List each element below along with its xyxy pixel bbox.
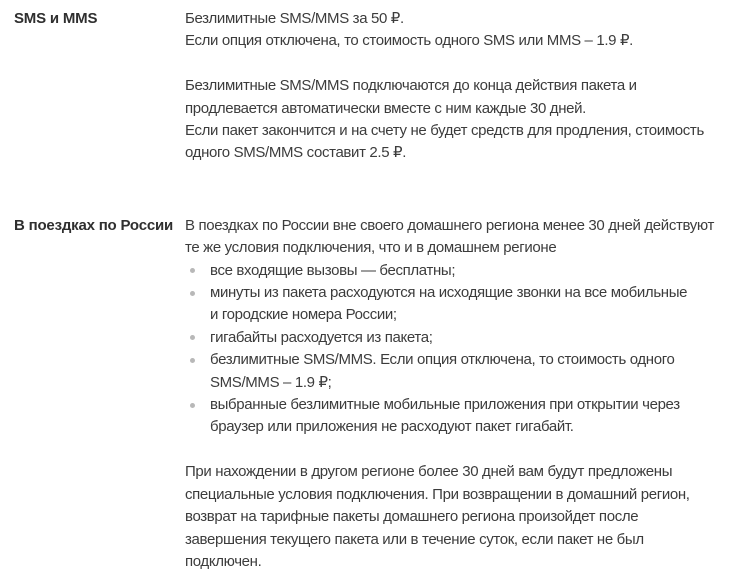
section-sms-mms (14, 8, 741, 165)
paragraph-travel-intro: В поездках по России вне своего домашнего региона менее 30 дней действуют те же условия подключения, что и в домашнем регионе (185, 216, 715, 257)
list-item-text: все входящие вызовы — бесплатны; (210, 261, 456, 279)
list-item (185, 327, 741, 349)
section-content-sms-mms (185, 8, 741, 165)
list-item-text: выбранные безлимитные мобильные приложения при открытии через браузер или приложения не расходуют пакет гигабайт. (210, 396, 680, 436)
bullet-icon (190, 268, 195, 273)
section-label-travel-russia: В поездках по России (14, 216, 174, 234)
list-item (185, 282, 741, 327)
paragraph-sms-renewal: Безлимитные SMS/MMS подключаются до конца действия пакета и продлевается автоматически вместе с ним каждые 30 дней. Если пакет закончится и на счету не будет средств для продления, стоимость одного SMS/MMS составит 2.5 ₽. (185, 77, 704, 162)
section-label-sms-mms: SMS и MMS (14, 10, 98, 27)
bullet-icon (190, 291, 195, 296)
list-item (185, 394, 741, 439)
list-item-text: минуты из пакета расходуются на исходящие звонки на все мобильные и городские номера России; (210, 284, 688, 324)
section-travel-russia (14, 215, 741, 573)
section-content-travel-russia (185, 215, 741, 573)
paragraph-travel-outro: При нахождении в другом регионе более 30 дней вам будут предложены специальные условия подключения. При возвращении в домашний регион, возврат на тарифные пакеты домашнего региона произойдет после завершения текущего пакета или в течение суток, если пакет не был подключен. (185, 463, 690, 570)
list-item-text: безлимитные SMS/MMS. Если опция отключена, то стоимость одного SMS/MMS – 1.9 ₽; (210, 351, 675, 391)
list-item (185, 260, 741, 282)
list-item-text: гигабайты расходуется из пакета; (210, 328, 433, 346)
bullet-icon (190, 403, 195, 408)
paragraph-sms-price: Безлимитные SMS/MMS за 50 ₽. Если опция отключена, то стоимость одного SMS или MMS – 1.9 ₽. (185, 10, 634, 50)
bullet-icon (190, 335, 195, 340)
travel-conditions-list (185, 260, 741, 439)
list-item (185, 349, 741, 394)
bullet-icon (190, 358, 195, 363)
